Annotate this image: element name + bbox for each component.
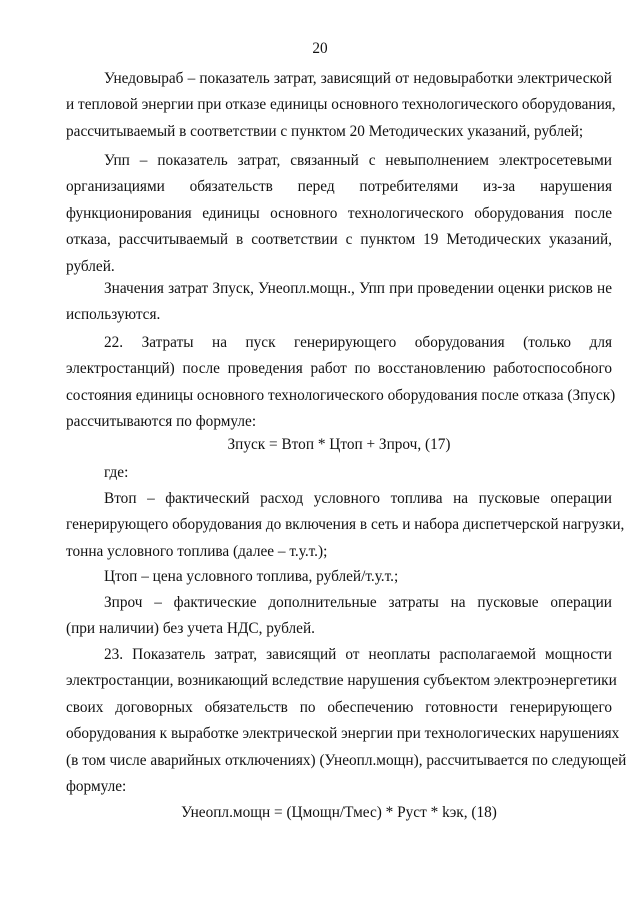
text-line: (при наличии) без учета НДС, рублей. — [66, 620, 315, 638]
paragraph-unedovyrab — [66, 66, 616, 145]
text-line: Унедовыраб – показатель затрат, зависящий от недовыработки электрической — [104, 70, 612, 87]
text-line: отказа, рассчитываемый в соответствии с пунктом 19 Методических указаний, — [66, 231, 612, 249]
paragraph-zproch — [66, 590, 612, 643]
text-line: электростанций) после проведения работ по восстановлению работоспособного — [66, 360, 612, 378]
text-line: рассчитываемый в соответствии с пунктом 20 Методических указаний, рублей; — [66, 122, 584, 140]
text-line: где: — [104, 464, 129, 481]
text-line: организациями обязательств перед потребителями из-за нарушения — [66, 178, 612, 196]
paragraph-item-22 — [66, 330, 616, 436]
text-line: оборудования к выработке электрической энергии при технологических нарушениях — [66, 725, 620, 743]
paragraph-ctop — [66, 564, 612, 590]
formula-18 — [66, 800, 612, 826]
text-line: состояния единицы основного технологического оборудования после отказа (Зпуск) — [66, 386, 616, 404]
text-line: тонна условного топлива (далее – т.у.т.); — [66, 542, 328, 560]
paragraph-vtop — [66, 486, 625, 565]
text-line: формуле: — [66, 778, 127, 796]
text-line: Зпроч – фактические дополнительные затраты на пусковые операции — [104, 594, 612, 611]
text-line: 22. Затраты на пуск генерирующего оборудования (только для — [104, 334, 612, 351]
text-line: своих договорных обязательств по обеспечению готовности генерирующего — [66, 698, 612, 716]
text-line: Упп – показатель затрат, связанный с невыполнением электросетевыми — [104, 152, 612, 169]
text-line: используются. — [66, 306, 161, 324]
paragraph-item-23 — [66, 642, 627, 800]
text-line: генерирующего оборудования до включения в сеть и набора диспетчерской нагрузки, — [66, 516, 625, 534]
paragraph-values-note — [66, 276, 612, 329]
paragraph-where — [66, 460, 612, 486]
text-line: Втоп – фактический расход условного топлива на пусковые операции — [104, 490, 612, 507]
formula-17 — [66, 432, 612, 458]
formula-text: Унеопл.мощн = (Цмощн/Тмес) * Руст * kэк, (18) — [181, 804, 497, 821]
text-line: электростанции, возникающий вследствие нарушения субъектом электроэнергетики — [66, 672, 617, 690]
text-line: и тепловой энергии при отказе единицы основного технологического оборудования, — [66, 96, 616, 114]
text-line: рублей. — [66, 257, 115, 275]
text-line: (в том числе аварийных отключениях) (Унеопл.мощн), рассчитывается по следующей — [66, 751, 627, 769]
paragraph-upp — [66, 148, 612, 280]
text-line: функционирования единицы основного технологического оборудования после — [66, 204, 612, 222]
text-line: Значения затрат Зпуск, Унеопл.мощн., Упп при проведении оценки рисков не — [104, 280, 612, 297]
text-line: 23. Показатель затрат, зависящий от неоплаты располагаемой мощности — [104, 646, 612, 663]
text-line: рассчитываются по формуле: — [66, 413, 257, 431]
text-line: Цтоп – цена условного топлива, рублей/т.у.т.; — [104, 568, 399, 585]
formula-text: Зпуск = Втоп * Цтоп + Зпроч, (17) — [227, 436, 451, 453]
page-number: 20 — [312, 40, 328, 57]
